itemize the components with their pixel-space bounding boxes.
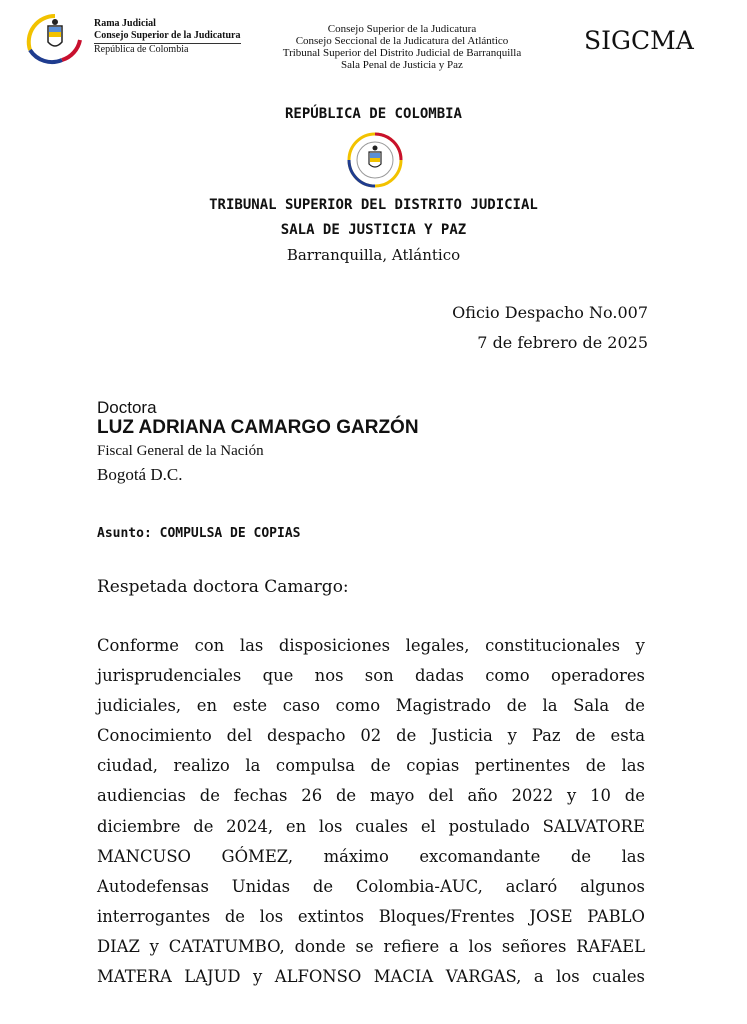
body-word: CATATUMBO, xyxy=(168,936,285,956)
body-word: jurisprudenciales xyxy=(97,666,242,686)
body-word: los xyxy=(556,967,580,987)
body-line xyxy=(97,631,645,661)
body-word: refiere xyxy=(383,936,440,956)
body-line xyxy=(97,902,645,932)
body-word: Colombia-AUC, xyxy=(355,876,483,896)
body-word: 2022 xyxy=(511,786,554,806)
sigcma-label: SIGCMA xyxy=(584,26,694,55)
body-word: RAFAEL xyxy=(576,936,645,956)
consejo-line: Consejo Seccional de la Judicatura del Atlántico xyxy=(295,35,509,47)
ciudad-title: Barranquilla, Atlántico xyxy=(286,246,461,264)
body-word: de xyxy=(396,726,417,746)
body-line xyxy=(97,691,645,721)
body-word: la xyxy=(245,756,261,776)
body-word: mayo xyxy=(369,786,415,806)
body-word: de xyxy=(199,786,220,806)
oficio-number: Oficio Despacho No.007 xyxy=(452,303,648,322)
body-word: Magistrado xyxy=(395,696,491,716)
body-word: de xyxy=(370,756,391,776)
body-word: del xyxy=(428,786,454,806)
body-word: de xyxy=(624,786,645,806)
body-word: como xyxy=(485,666,530,686)
body-line xyxy=(97,932,645,962)
body-word: MANCUSO xyxy=(97,846,191,866)
body-word: MACIA xyxy=(373,967,434,987)
rama-judicial-block xyxy=(94,18,241,56)
body-word: compulsa xyxy=(275,756,355,776)
body-word: Conocimiento xyxy=(97,726,212,746)
consejo-line: Consejo Superior de la Judicatura xyxy=(327,23,477,35)
body-line xyxy=(97,661,645,691)
body-word: de xyxy=(193,816,214,836)
body-word: señores xyxy=(501,936,567,956)
body-word: DIAZ xyxy=(97,936,140,956)
body-word: constitucionales xyxy=(485,636,621,655)
body-word: disposiciones xyxy=(278,636,391,655)
body-word: Unidas xyxy=(231,876,291,896)
body-line xyxy=(97,872,645,902)
body-word: LAJUD xyxy=(184,967,241,987)
body-word: pertinentes xyxy=(474,756,571,776)
body-word: copias xyxy=(406,756,460,776)
rama-line: Rama Judicial xyxy=(94,18,156,29)
body-line xyxy=(97,962,645,992)
body-word: aclaró xyxy=(505,876,558,896)
body-word: MATERA xyxy=(97,967,172,987)
body-word: PABLO xyxy=(587,906,645,926)
body-word: con xyxy=(194,636,225,655)
body-word: máximo xyxy=(323,846,389,866)
body-word: de xyxy=(312,876,334,896)
body-word: postulado xyxy=(448,816,530,836)
body-word: los xyxy=(318,816,343,836)
body-word: en xyxy=(196,696,218,716)
body-word: legales, xyxy=(405,636,470,655)
body-word: que xyxy=(262,666,294,686)
body-word: diciembre xyxy=(97,816,181,836)
body-word: VARGAS, xyxy=(445,967,522,987)
body-word: 10 xyxy=(590,786,611,806)
body-word: a xyxy=(533,967,544,987)
body-word: año xyxy=(467,786,498,806)
body-word: de xyxy=(570,846,592,866)
body-word: algunos xyxy=(580,876,645,896)
seal-icon xyxy=(345,130,405,190)
body-word: de xyxy=(506,696,527,716)
recipient-position: Fiscal General de la Nación xyxy=(97,443,264,459)
body-word: ALFONSO xyxy=(274,967,362,987)
body-word: y xyxy=(635,636,645,655)
body-word: dadas xyxy=(414,666,464,686)
body-word: despacho xyxy=(266,726,346,746)
consejo-line: Sala Penal de Justicia y Paz xyxy=(341,59,463,71)
body-word: audiencias xyxy=(97,786,186,806)
recipient-city: Bogotá D.C. xyxy=(97,465,183,484)
body-word: realizo xyxy=(173,756,230,776)
consejo-block xyxy=(232,23,572,71)
oficio-date: 7 de febrero de 2025 xyxy=(477,333,648,352)
body-word: Sala xyxy=(573,696,610,716)
body-word: cuales xyxy=(355,816,409,836)
body-word: y xyxy=(253,967,263,987)
body-word: de xyxy=(224,906,246,926)
body-word: 02 xyxy=(360,726,382,746)
body-line xyxy=(97,751,645,781)
body-word: operadores xyxy=(550,666,645,686)
body-word: nos xyxy=(314,666,344,686)
body-paragraph xyxy=(97,631,645,992)
body-word: este xyxy=(232,696,268,716)
body-word: de xyxy=(335,786,357,806)
body-word: caso xyxy=(282,696,320,716)
body-word: Paz xyxy=(531,726,561,746)
body-word: de xyxy=(585,756,606,776)
body-word: y xyxy=(567,786,577,806)
body-word: fechas xyxy=(233,786,288,806)
body-word: como xyxy=(335,696,381,716)
body-word: del xyxy=(226,726,253,746)
body-word: son xyxy=(364,666,394,686)
body-word: Justicia xyxy=(431,726,493,746)
body-word: las xyxy=(621,846,645,866)
body-line xyxy=(97,842,645,872)
body-word: los xyxy=(468,936,493,956)
body-word: 26 xyxy=(301,786,323,806)
body-word: y xyxy=(507,726,517,746)
body-word: cuales xyxy=(592,967,645,987)
body-word: los xyxy=(259,906,284,926)
body-word: Conforme xyxy=(97,636,179,655)
body-line xyxy=(97,721,645,751)
body-line xyxy=(97,781,645,811)
body-word: SALVATORE xyxy=(542,816,645,836)
sala-title: SALA DE JUSTICIA Y PAZ xyxy=(280,222,467,238)
body-word: 2024, xyxy=(226,816,274,836)
body-word: de xyxy=(575,726,596,746)
body-word: donde xyxy=(294,936,346,956)
rama-line: República de Colombia xyxy=(94,44,189,55)
body-word: GÓMEZ, xyxy=(221,846,294,866)
recipient-title: Doctora xyxy=(97,398,157,417)
greeting: Respetada doctora Camargo: xyxy=(97,577,349,597)
body-word: interrogantes xyxy=(97,906,211,926)
body-word: extintos xyxy=(297,906,365,926)
body-word: JOSE xyxy=(529,906,573,926)
body-word: excomandante xyxy=(419,846,541,866)
rama-judicial-logo-icon xyxy=(22,10,88,68)
body-word: Bloques/Frentes xyxy=(378,906,515,926)
body-word: Autodefensas xyxy=(97,876,209,896)
republica-title: REPÚBLICA DE COLOMBIA xyxy=(284,106,462,122)
body-word: el xyxy=(420,816,436,836)
tribunal-title: TRIBUNAL SUPERIOR DEL DISTRITO JUDICIAL xyxy=(209,197,538,213)
body-word: se xyxy=(355,936,374,956)
body-word: las xyxy=(621,756,645,776)
body-word: la xyxy=(542,696,558,716)
body-word: las xyxy=(239,636,264,655)
body-word: a xyxy=(448,936,459,956)
body-word: ciudad, xyxy=(97,756,158,776)
rama-line: Consejo Superior de la Judicatura xyxy=(94,30,241,44)
consejo-line: Tribunal Superior del Distrito Judicial de Barranquilla xyxy=(282,47,522,59)
body-word: de xyxy=(624,696,645,716)
asunto-line: Asunto: COMPULSA DE COPIAS xyxy=(97,526,301,541)
body-line xyxy=(97,812,645,842)
body-word: y xyxy=(149,936,159,956)
body-word: judiciales, xyxy=(97,696,182,716)
body-word: esta xyxy=(610,726,645,746)
recipient-name: LUZ ADRIANA CAMARGO GARZÓN xyxy=(97,417,419,438)
body-word: en xyxy=(285,816,307,836)
